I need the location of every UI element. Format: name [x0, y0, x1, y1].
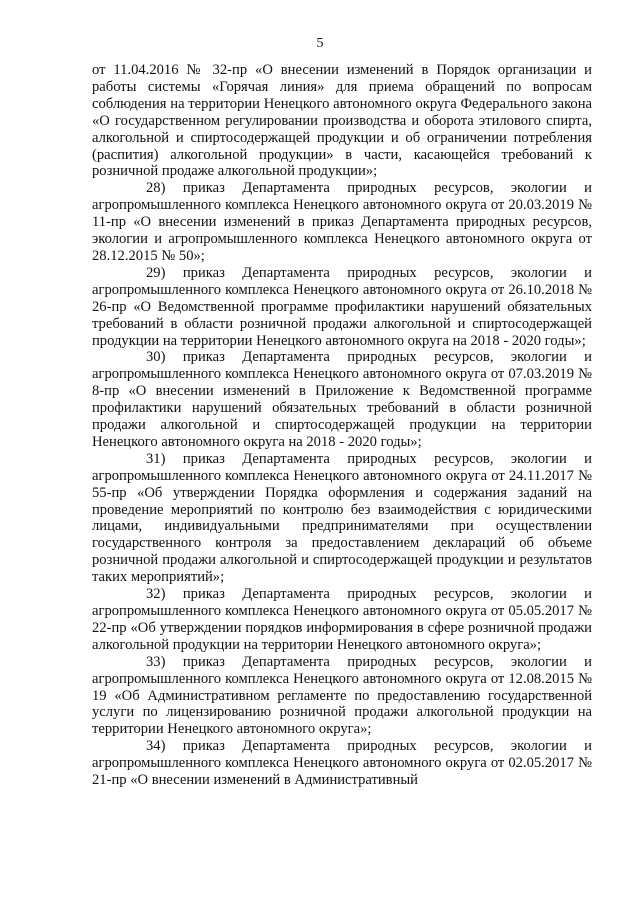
paragraph-item-30: 30) приказ Департамента природных ресурсов, экологии и агропромышленного комплекса Ненецкого автономного округа от 07.03.2019 № 8-пр «О внесении изменений в Приложение к Ведомственной программе профилактики нарушений обязательных требований в области розничной продажи алкогольной и спиртосодержащей продукции на территории Ненецкого автономного округа на 2018 - 2020 годы»;	[92, 349, 592, 450]
document-body	[92, 62, 592, 789]
paragraph-item-33: 33) приказ Департамента природных ресурсов, экологии и агропромышленного комплекса Ненецкого автономного округа от 12.08.2015 № 19 «Об Административном регламенте по предоставлению государственной услуги по лицензированию розничной продажи алкогольной продукции на территории Ненецкого автономного округа»;	[92, 653, 592, 738]
paragraph-item-29: 29) приказ Департамента природных ресурсов, экологии и агропромышленного комплекса Ненецкого автономного округа от 26.10.2018 № 26-пр «О Ведомственной программе профилактики нарушений обязательных требований в области розничной продажи алкогольной и спиртосодержащей продукции на территории Ненецкого автономного округа на 2018 - 2020 годы»;	[92, 264, 592, 349]
paragraph-item-34: 34) приказ Департамента природных ресурсов, экологии и агропромышленного комплекса Ненецкого автономного округа от 02.05.2017 № 21-пр «О внесении изменений в Административный	[92, 738, 592, 789]
paragraph-item-27-continuation: от 11.04.2016 № 32-пр «О внесении изменений в Порядок организации и работы системы «Горячая линия» для приема обращений по вопросам соблюдения на территории Ненецкого автономного округа Федерального закона «О государственном регулировании производства и оборота этилового спирта, алкогольной и спиртосодержащей продукции и об ограничении потребления (распития) алкогольной продукции» в части, касающейся требований к розничной продаже алкогольной продукции»;	[92, 62, 592, 180]
paragraph-item-28: 28) приказ Департамента природных ресурсов, экологии и агропромышленного комплекса Ненецкого автономного округа от 20.03.2019 № 11-пр «О внесении изменений в приказ Департамента природных ресурсов, экологии и агропромышленного комплекса Ненецкого автономного округа от 28.12.2015 № 50»;	[92, 180, 592, 264]
paragraph-item-32: 32) приказ Департамента природных ресурсов, экологии и агропромышленного комплекса Ненецкого автономного округа от 05.05.2017 № 22-пр «Об утверждении порядков информирования в сфере розничной продажи алкогольной продукции на территории Ненецкого автономного округа»;	[92, 586, 592, 653]
page-number: 5	[316, 36, 324, 51]
paragraph-item-31: 31) приказ Департамента природных ресурсов, экологии и агропромышленного комплекса Ненецкого автономного округа от 24.11.2017 № 55-пр «Об утверждении Порядка оформления и содержания заданий на проведение мероприятий по контролю без взаимодействия с юридическими лицами, индивидуальными предпринимателями при осуществлении государственного контроля за предоставлением деклараций об объеме розничной продажи алкогольной и спиртосодержащей продукции и результатов таких мероприятий»;	[92, 450, 592, 586]
